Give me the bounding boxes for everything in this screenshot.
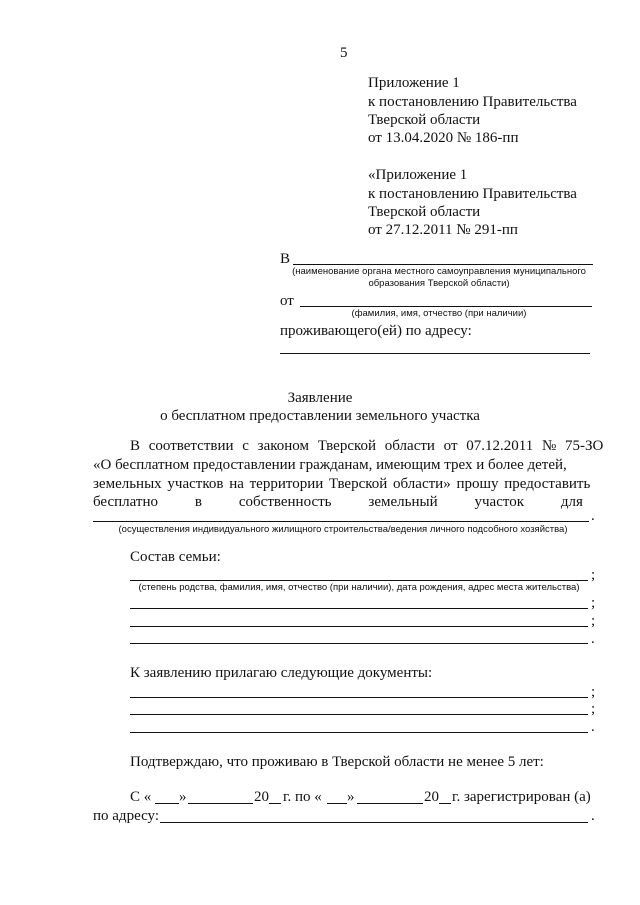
paragraph-line: земельных участков на территории Тверской области» прошу предоставить — [93, 476, 591, 492]
year-from-field[interactable] — [269, 803, 281, 804]
paragraph-line — [93, 493, 583, 512]
quote-close: » — [347, 789, 355, 805]
appendix-line: Тверской области — [368, 204, 481, 220]
documents-field-line[interactable] — [130, 714, 588, 715]
from-hint: (фамилия, имя, отчество (при наличии) — [351, 308, 527, 319]
family-label: Состав семьи: — [130, 549, 221, 565]
from-label: от — [280, 293, 294, 309]
end-dot: . — [591, 808, 595, 824]
appendix-line: от 13.04.2020 № 186-пп — [368, 130, 519, 146]
semicolon: ; — [591, 595, 596, 611]
word: бесплатно — [93, 494, 158, 510]
end-dot: . — [591, 508, 595, 524]
documents-field-line[interactable] — [130, 697, 588, 698]
registered-address-label: по адресу: — [93, 808, 160, 824]
appendix-line: к постановлению Правительства — [368, 186, 577, 202]
semicolon: ; — [591, 567, 596, 583]
quote-close: » — [179, 789, 187, 805]
documents-label: К заявлению прилагаю следующие документы: — [130, 665, 433, 681]
word: земельный — [368, 494, 438, 510]
semicolon: ; — [591, 684, 596, 700]
semicolon: ; — [591, 701, 596, 717]
to-hint: (наименование органа местного самоуправления муниципального — [292, 266, 586, 277]
end-dot: . — [591, 631, 595, 647]
day-to-field[interactable] — [327, 803, 347, 804]
word: для — [560, 494, 583, 510]
documents-field-line[interactable] — [130, 732, 588, 733]
page-number: 5 — [340, 45, 348, 61]
purpose-hint: (осуществления индивидуального жилищного строительства/ведения личного подсобного хозяйства) — [118, 524, 568, 535]
family-field-line[interactable] — [130, 643, 588, 644]
day-from-field[interactable] — [155, 803, 179, 804]
family-field-line[interactable] — [130, 608, 588, 609]
appendix-line: Тверской области — [368, 112, 481, 128]
appendix-line: к постановлению Правительства — [368, 94, 577, 110]
document-subtitle: о бесплатном предоставлении земельного участка — [160, 408, 480, 424]
year-to-field[interactable] — [439, 803, 451, 804]
document-title: Заявление — [287, 390, 353, 406]
address-label: проживающего(ей) по адресу: — [280, 323, 472, 339]
paragraph-text: В соответствии с законом Тверской области от 07.12.2011 № 75-ЗО — [130, 438, 604, 454]
date-from-prefix: С « — [130, 789, 152, 805]
paragraph-line — [130, 437, 604, 456]
to-field-line[interactable] — [293, 264, 593, 265]
date-to-prefix: г. по « — [283, 789, 322, 805]
family-hint: (степень родства, фамилия, имя, отчество (при наличии), дата рождения, адрес места жительства) — [138, 582, 580, 593]
from-field-line[interactable] — [300, 306, 592, 307]
year-prefix: 20 — [254, 789, 269, 805]
year-prefix: 20 — [424, 789, 439, 805]
paragraph-line: «О бесплатном предоставлении гражданам, имеющим трех и более детей, — [93, 457, 567, 473]
registered-address-field[interactable] — [160, 822, 588, 823]
address-field-line[interactable] — [280, 353, 590, 354]
residence-confirm-text: Подтверждаю, что проживаю в Тверской области не менее 5 лет: — [130, 754, 544, 770]
registered-text: г. зарегистрирован (а) — [452, 789, 591, 805]
month-from-field[interactable] — [188, 803, 253, 804]
word: собственность — [238, 494, 332, 510]
appendix-line: Приложение 1 — [368, 75, 460, 91]
family-field-line[interactable] — [130, 626, 588, 627]
family-field-line[interactable] — [130, 580, 588, 581]
end-dot: . — [591, 719, 595, 735]
word: участок — [474, 494, 525, 510]
semicolon: ; — [591, 613, 596, 629]
appendix-line: от 27.12.2011 № 291-пп — [368, 222, 518, 238]
purpose-field-line[interactable] — [93, 521, 589, 522]
word: в — [194, 494, 202, 510]
to-hint: образования Тверской области) — [368, 278, 510, 289]
month-to-field[interactable] — [357, 803, 423, 804]
appendix-line: «Приложение 1 — [368, 167, 468, 183]
to-label: В — [280, 251, 291, 267]
